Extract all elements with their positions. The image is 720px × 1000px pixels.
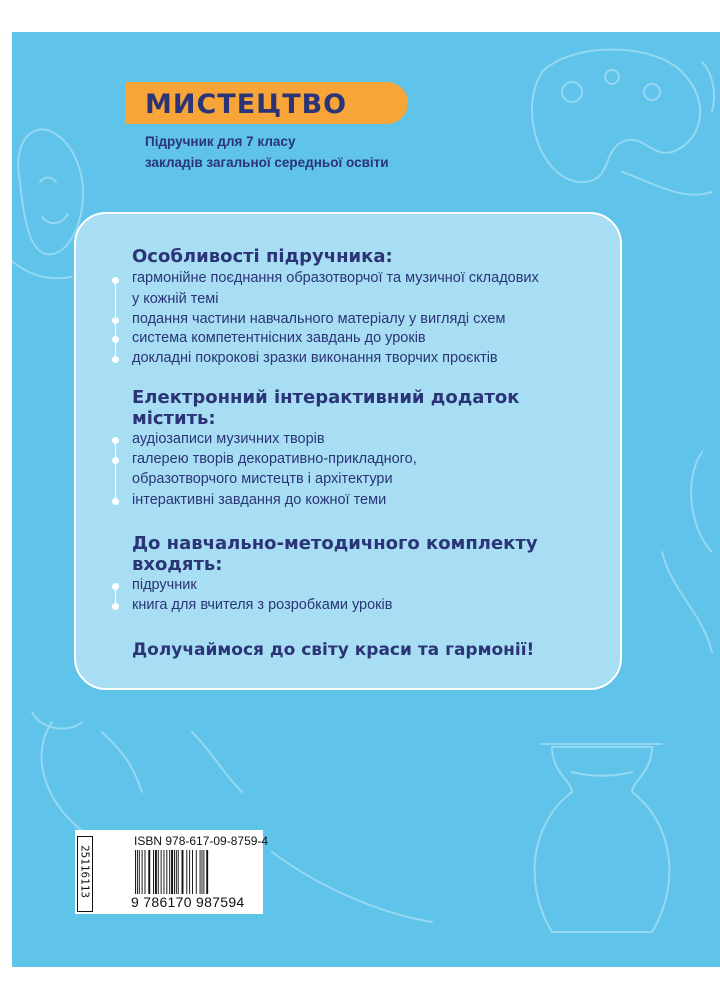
bullet-dot: [112, 277, 119, 284]
book-title: МИСТЕЦТВО: [145, 89, 348, 120]
side-code-box: [77, 836, 93, 912]
features-heading: Особливості підручника:: [132, 246, 393, 267]
closing-slogan: Долучаймося до світу краси та гармонії!: [132, 640, 535, 660]
barcode-bar: [148, 850, 150, 894]
barcode-bar: [166, 850, 167, 894]
barcode-bar: [203, 850, 204, 894]
bullet-dot: [112, 457, 119, 464]
palette-drawing: [532, 50, 700, 183]
barcode-bar: [161, 850, 162, 894]
barcode-bar: [155, 850, 157, 894]
barcode-bar: [200, 850, 201, 894]
barcode-bar: [196, 850, 197, 894]
title-banner: [125, 82, 408, 124]
bullet-dot: [112, 336, 119, 343]
barcode-bar: [135, 850, 136, 894]
barcode-bar: [176, 850, 177, 894]
barcode-bar: [186, 850, 187, 894]
digital-heading-line-1: Електронний інтерактивний додаток: [132, 387, 520, 408]
bullet-dot: [112, 437, 119, 444]
barcode-digits: 9 786170 987594: [131, 894, 245, 910]
barcode-bar: [171, 850, 173, 894]
isbn-label: ISBN 978-617-09-8759-4: [134, 834, 269, 848]
barcode: [135, 850, 257, 894]
barcode-bar: [139, 850, 140, 894]
digital-line: галерею творів декоративно-прикладного,: [132, 451, 417, 467]
barcode-bar: [137, 850, 138, 894]
palette-hole: [562, 82, 582, 102]
barcode-bar: [189, 850, 190, 894]
subtitle-line-1: Підручник для 7 класу: [145, 134, 296, 149]
features-line: подання частини навчального матеріалу у вигляді схем: [132, 311, 506, 327]
features-line: система компетентнісних завдань до уроків: [132, 330, 426, 346]
kit-line: підручник: [132, 577, 197, 593]
barcode-bar: [174, 850, 175, 894]
features-line: гармонійне поєднання образотворчої та музичної складових: [132, 270, 539, 286]
barcode-bar: [164, 850, 165, 894]
bullet-dot: [112, 356, 119, 363]
book-subtitle: [145, 131, 389, 173]
bullet-dot: [112, 498, 119, 505]
isbn-barcode-block: [75, 830, 269, 914]
kit-line: книга для вчителя з розробками уроків: [132, 597, 393, 613]
barcode-bar: [182, 850, 184, 894]
bullet-dot: [112, 317, 119, 324]
features-line: докладні покрокові зразки виконання творчих проєктів: [132, 350, 498, 366]
barcode-bar: [153, 850, 154, 894]
theatre-mask-drawing: [18, 129, 83, 254]
side-code-number: 25116113: [78, 845, 92, 898]
book-back-cover: [12, 32, 720, 967]
barcode-bar: [145, 850, 146, 894]
barcode-bar: [178, 850, 179, 894]
barcode-bar: [206, 850, 208, 894]
barcode-bar: [169, 850, 170, 894]
digital-line: аудіозаписи музичних творів: [132, 431, 325, 447]
kit-heading-line-2: входять:: [132, 554, 223, 575]
digital-line: інтерактивні завдання до кожної теми: [132, 492, 387, 508]
barcode-bar: [192, 850, 193, 894]
digital-heading-line-2: містить:: [132, 408, 216, 429]
bullet-dot: [112, 583, 119, 590]
subtitle-line-2: закладів загальної середньої освіти: [145, 155, 389, 170]
bullet-dot: [112, 603, 119, 610]
barcode-bar: [142, 850, 143, 894]
barcode-bar: [202, 850, 203, 894]
features-line: у кожній темі: [132, 291, 219, 307]
barcode-bar: [158, 850, 159, 894]
kit-heading-line-1: До навчально-методичного комплекту: [132, 533, 538, 554]
digital-bullet-line: [115, 440, 116, 500]
digital-line: образотворчого мистецтв і архітектури: [132, 471, 393, 487]
